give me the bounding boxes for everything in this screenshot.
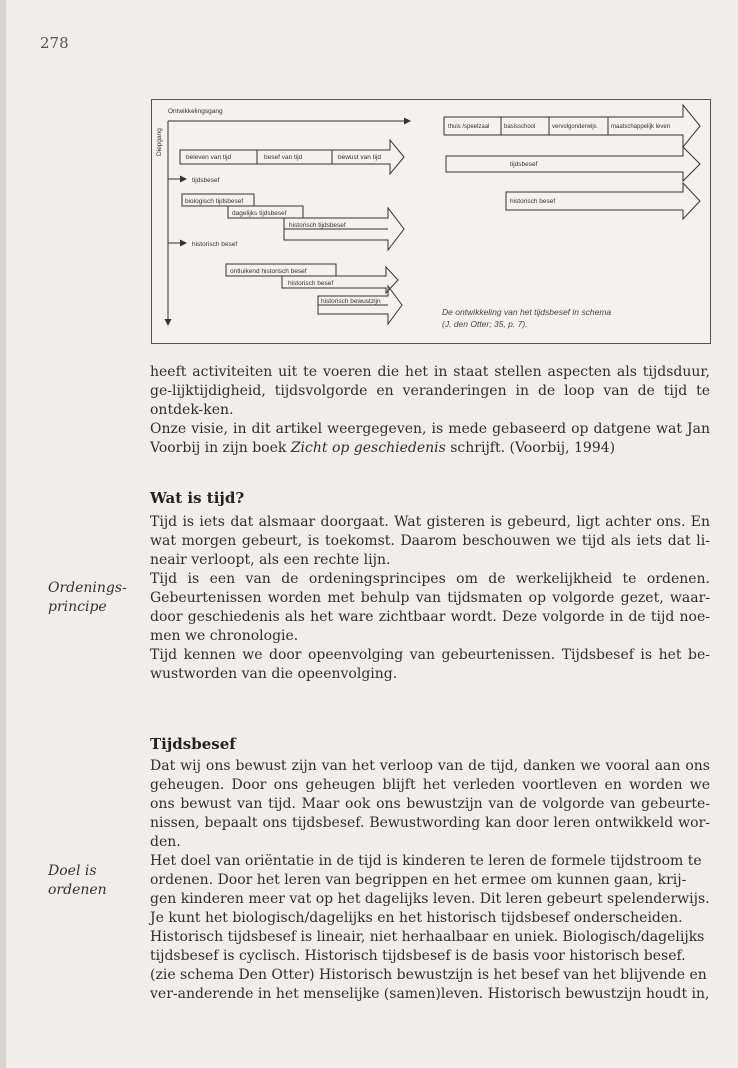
label-stage-thuis: thuis /speelzaal (448, 124, 490, 130)
section2-paragraph-1: Dat wij ons bewust zijn van het verloop van de tijd, danken we vooral aan ons geheugen. Door ons geheugen blijft het verleden voortleven en worden we ons bewust van tijd. Maar ook ons bewustzijn van de volgorde van gebeurte-nissen, bepaalt ons tijdsbesef. Bewustwording kan door leren ontwikkeld wor-den. (150, 758, 710, 850)
label-historisch-bewustzijn: historisch bewustzijn (321, 298, 381, 305)
margin-note-ordeningsprincipe: Ordenings-principe (48, 580, 127, 615)
section1-paragraph-2: Tijd is een van de ordeningsprincipes om de werkelijkheid te ordenen. Gebeurtenissen worden met behulp van tijdsmaten op volgorde gezet, waar-door geschiedenis als het ware zichtbaar wordt. Deze volgorde in de tijd noe-men we chronologie. (150, 571, 710, 644)
time-awareness-diagram (151, 99, 711, 344)
label-historisch-tijdsbesef: historisch tijdsbesef (289, 222, 346, 229)
axis-top-label: Ontwikkelingsgang (168, 108, 223, 115)
figure-caption (442, 306, 702, 330)
label-stage-vervolg: vervolgonderwijs (552, 124, 597, 130)
label-right-tijdsbesef: tijdsbesef (510, 161, 538, 168)
section-heading-wat-is-tijd: Wat is tijd? (150, 489, 245, 507)
intro-paragraph-2: Onze visie, in dit artikel weergegeven, is mede gebaseerd op datgene wat Jan Voorbij in zijn boek Zicht op geschiedenis schrijft. (Voorbij, 1994) (150, 421, 710, 456)
section2-text (150, 757, 710, 1004)
label-dagelijks: dagelijks tijdsbesef (232, 210, 287, 217)
label-stage-basisschool: basisschool (504, 124, 536, 130)
caption-line-2: (J. den Otter; 35, p. 7). (442, 319, 528, 329)
intro-text (150, 363, 710, 458)
section1-text (150, 513, 710, 684)
label-beleven: beleven van tijd (186, 154, 232, 161)
label-historisch-besef: historisch besef (192, 241, 238, 248)
intro-paragraph-1: heeft activiteiten uit te voeren die het in staat stellen aspecten als tijdsduur, ge-lijktijdigheid, tijdsvolgorde en veranderingen in de loop van de tijd te ontdek-ken. (150, 364, 710, 418)
section1-paragraph-1: Tijd is iets dat alsmaar doorgaat. Wat gisteren is gebeurd, ligt achter ons. En wat morgen gebeurt, is toekomst. Daarom beschouwen we tijd als iets dat li-neair verloopt, als een rechte lijn. (150, 514, 710, 568)
caption-line-1: De ontwikkeling van het tijdsbesef in schema (442, 307, 612, 317)
section-heading-tijdsbesef: Tijdsbesef (150, 735, 236, 753)
axis-left-label: Diepgang (156, 128, 163, 156)
label-ontluikend: ontluikend historisch besef (230, 268, 307, 275)
section2-paragraph-2: Het doel van oriëntatie in de tijd is kinderen te leren de formele tijdstroom te ordenen. Door het leren van begrippen en het ermee om kunnen gaan, krij-gen kinderen meer vat op het dagelijks leven. Dit leren gebeurt spelenderwijs. Je kunt het biologisch/dagelijks en het historisch tijdsbesef onderscheiden. Historisch tijdsbesef is lineair, niet herhaalbaar en uniek. Biologisch/dagelijks tijdsbesef is cyclisch. Historisch tijdsbesef is de basis voor historisch besef. (zie schema Den Otter) Historisch bewustzijn is het besef van het blijvende en ver-anderende in het menselijke (samen)leven. Historisch bewustzijn houdt in, (150, 853, 710, 1002)
page-number: 278 (40, 34, 69, 52)
book-title: Zicht op geschiedenis (290, 440, 446, 456)
section1-paragraph-3: Tijd kennen we door opeenvolging van gebeurtenissen. Tijdsbesef is het be-wustworden van die opeenvolging. (150, 647, 710, 682)
label-tijdsbesef: tijdsbesef (192, 177, 220, 184)
label-biologisch: biologisch tijdsbesef (185, 198, 244, 205)
arrow-tijdsbesef-right (446, 147, 700, 181)
page-binding-shadow (0, 0, 6, 1068)
margin-note-doel-is-ordenen: Doel is ordenen (48, 863, 107, 898)
label-besef: besef van tijd (264, 154, 303, 161)
label-stage-maatschappelijk: maatschappelijk leven (611, 124, 671, 130)
label-bewust: bewust van tijd (338, 154, 381, 161)
label-right-historisch-besef: historisch besef (510, 198, 556, 205)
label-historisch-besef-box: historisch besef (288, 280, 334, 287)
